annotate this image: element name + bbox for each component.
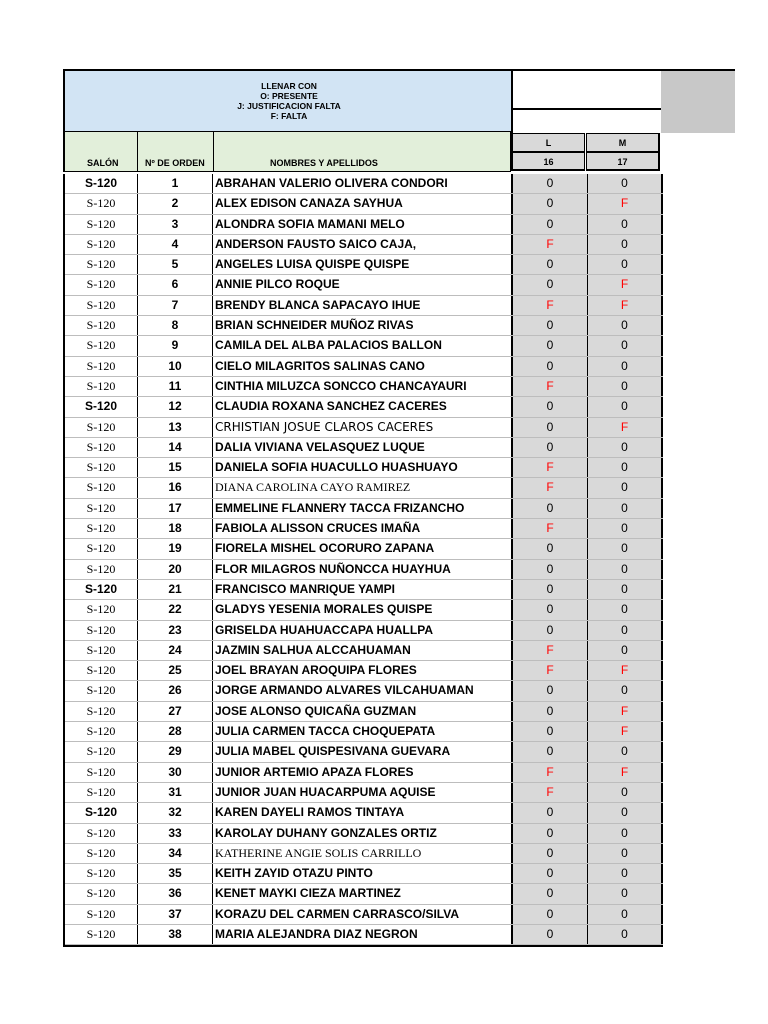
salon-cell: S-120 (65, 296, 138, 315)
order-number-cell: 34 (138, 844, 213, 863)
attendance-cell-m[interactable]: 0 (588, 539, 663, 558)
table-row (65, 174, 663, 194)
salon-cell: S-120 (65, 884, 138, 903)
attendance-cell-l[interactable]: 0 (513, 621, 588, 640)
salon-cell: S-120 (65, 844, 138, 863)
salon-cell: S-120 (65, 580, 138, 599)
attendance-cell-m[interactable]: F (588, 275, 663, 294)
attendance-cell-l[interactable]: F (513, 783, 588, 802)
student-name-cell: JOSE ALONSO QUICAÑA GUZMAN (213, 702, 513, 721)
student-name-cell: CINTHIA MILUZCA SONCCO CHANCAYAURI (213, 377, 513, 396)
table-row (65, 235, 663, 255)
table-row (65, 438, 663, 458)
table-row (65, 255, 663, 275)
attendance-cell-m[interactable]: F (588, 722, 663, 741)
attendance-cell-l[interactable]: 0 (513, 357, 588, 376)
salon-cell: S-120 (65, 215, 138, 234)
salon-cell: S-120 (65, 803, 138, 822)
attendance-cell-l[interactable]: F (513, 641, 588, 660)
table-row (65, 702, 663, 722)
salon-cell: S-120 (65, 377, 138, 396)
order-number-cell: 23 (138, 621, 213, 640)
table-row (65, 478, 663, 498)
legend-line: O: PRESENTE (260, 91, 318, 101)
attendance-cell-l[interactable]: 0 (513, 336, 588, 355)
attendance-cell-m[interactable]: 0 (588, 824, 663, 843)
order-number-cell: 35 (138, 864, 213, 883)
table-row (65, 215, 663, 235)
order-number-cell: 27 (138, 702, 213, 721)
student-name-cell: DALIA VIVIANA VELASQUEZ LUQUE (213, 438, 513, 457)
student-name-cell: CRHISTIAN JOSUE CLAROS CACERES (213, 418, 513, 437)
salon-cell: S-120 (65, 661, 138, 680)
order-number-cell: 18 (138, 519, 213, 538)
salon-cell: S-120 (65, 438, 138, 457)
attendance-cell-l[interactable]: F (513, 478, 588, 497)
order-number-cell: 29 (138, 742, 213, 761)
attendance-cell-m[interactable]: 0 (588, 742, 663, 761)
attendance-cell-l[interactable]: 0 (513, 600, 588, 619)
attendance-cell-l[interactable]: 0 (513, 844, 588, 863)
student-name-cell: KAROLAY DUHANY GONZALES ORTIZ (213, 824, 513, 843)
order-number-cell: 26 (138, 681, 213, 700)
student-name-cell: JULIA CARMEN TACCA CHOQUEPATA (213, 722, 513, 741)
attendance-cell-m[interactable]: 0 (588, 519, 663, 538)
student-name-cell: JUNIOR ARTEMIO APAZA FLORES (213, 763, 513, 782)
order-number-cell: 38 (138, 925, 213, 944)
order-number-cell: 2 (138, 194, 213, 213)
salon-cell: S-120 (65, 742, 138, 761)
salon-cell: S-120 (65, 864, 138, 883)
attendance-cell-m[interactable]: 0 (588, 925, 663, 944)
attendance-cell-l[interactable]: 0 (513, 194, 588, 213)
order-number-cell: 25 (138, 661, 213, 680)
attendance-cell-l[interactable]: F (513, 458, 588, 477)
attendance-cell-l[interactable]: F (513, 519, 588, 538)
attendance-cell-m[interactable]: 0 (588, 397, 663, 416)
attendance-cell-l[interactable]: F (513, 377, 588, 396)
salon-cell: S-120 (65, 316, 138, 335)
student-name-cell: ANDERSON FAUSTO SAICO CAJA, (213, 235, 513, 254)
student-name-cell: FIORELA MISHEL OCORURO ZAPANA (213, 539, 513, 558)
salon-cell: S-120 (65, 235, 138, 254)
order-number-cell: 6 (138, 275, 213, 294)
attendance-cell-l[interactable]: F (513, 763, 588, 782)
student-name-cell: FLOR MILAGROS NUÑONCCA HUAYHUA (213, 560, 513, 579)
student-name-cell: DANIELA SOFIA HUACULLO HUASHUAYO (213, 458, 513, 477)
attendance-cell-l[interactable]: 0 (513, 702, 588, 721)
attendance-cell-l[interactable]: 0 (513, 803, 588, 822)
table-row (65, 458, 663, 478)
table-row (65, 884, 663, 904)
attendance-cell-l[interactable]: 0 (513, 316, 588, 335)
order-number-cell: 4 (138, 235, 213, 254)
order-number-cell: 21 (138, 580, 213, 599)
order-number-cell: 17 (138, 499, 213, 518)
salon-cell: S-120 (65, 194, 138, 213)
order-number-cell: 24 (138, 641, 213, 660)
student-name-cell: GRISELDA HUAHUACCAPA HUALLPA (213, 621, 513, 640)
student-name-cell: FABIOLA ALISSON CRUCES IMAÑA (213, 519, 513, 538)
salon-cell: S-120 (65, 681, 138, 700)
table-row (65, 824, 663, 844)
table-row (65, 357, 663, 377)
order-number-cell: 22 (138, 600, 213, 619)
attendance-cell-l[interactable]: 0 (513, 580, 588, 599)
attendance-cell-m[interactable]: 0 (588, 600, 663, 619)
order-number-cell: 15 (138, 458, 213, 477)
attendance-cell-l[interactable]: 0 (513, 174, 588, 193)
attendance-cell-m[interactable]: F (588, 194, 663, 213)
table-row (65, 641, 663, 661)
attendance-cell-l[interactable]: 0 (513, 864, 588, 883)
table-row (65, 803, 663, 823)
order-number-cell: 33 (138, 824, 213, 843)
attendance-cell-l[interactable]: 0 (513, 275, 588, 294)
col-header-orden: Nº DE ORDEN (145, 158, 205, 168)
column-headers (63, 131, 511, 172)
attendance-cell-m[interactable]: 0 (588, 803, 663, 822)
attendance-cell-m[interactable]: 0 (588, 783, 663, 802)
table-row (65, 905, 663, 925)
student-name-cell: CLAUDIA ROXANA SANCHEZ CACERES (213, 397, 513, 416)
attendance-cell-l[interactable]: 0 (513, 255, 588, 274)
salon-cell: S-120 (65, 275, 138, 294)
table-row (65, 864, 663, 884)
attendance-cell-l[interactable]: 0 (513, 824, 588, 843)
salon-cell: S-120 (65, 174, 138, 193)
attendance-cell-m[interactable]: 0 (588, 499, 663, 518)
table-row (65, 722, 663, 742)
salon-cell: S-120 (65, 357, 138, 376)
student-name-cell: CIELO MILAGRITOS SALINAS CANO (213, 357, 513, 376)
legend-line: F: FALTA (270, 111, 308, 121)
table-row (65, 783, 663, 803)
salon-cell: S-120 (65, 458, 138, 477)
table-row (65, 275, 663, 295)
attendance-cell-l[interactable]: F (513, 235, 588, 254)
sheet-header (63, 69, 735, 131)
attendance-cell-m[interactable]: 0 (588, 844, 663, 863)
attendance-cell-m[interactable]: 0 (588, 438, 663, 457)
attendance-cell-l[interactable]: 0 (513, 560, 588, 579)
order-number-cell: 13 (138, 418, 213, 437)
student-name-cell: GLADYS YESENIA MORALES QUISPE (213, 600, 513, 619)
order-number-cell: 19 (138, 539, 213, 558)
table-row (65, 925, 663, 945)
attendance-cell-m[interactable]: 0 (588, 174, 663, 193)
attendance-cell-m[interactable]: 0 (588, 621, 663, 640)
order-number-cell: 10 (138, 357, 213, 376)
student-name-cell: MARIA ALEJANDRA DIAZ NEGRON (213, 925, 513, 944)
day-number: 17 (586, 152, 660, 171)
attendance-cell-m[interactable]: 0 (588, 884, 663, 903)
attendance-cell-l[interactable]: 0 (513, 925, 588, 944)
salon-cell: S-120 (65, 600, 138, 619)
attendance-cell-m[interactable]: 0 (588, 681, 663, 700)
order-number-cell: 12 (138, 397, 213, 416)
table-row (65, 336, 663, 356)
salon-cell: S-120 (65, 539, 138, 558)
attendance-cell-m[interactable]: 0 (588, 905, 663, 924)
student-name-cell: KATHERINE ANGIE SOLIS CARRILLO (213, 844, 513, 863)
table-row (65, 763, 663, 783)
student-name-cell: ALEX EDISON CANAZA SAYHUA (213, 194, 513, 213)
student-name-cell: JUNIOR JUAN HUACARPUMA AQUISE (213, 783, 513, 802)
order-number-cell: 28 (138, 722, 213, 741)
month-header-box (511, 69, 665, 131)
order-number-cell: 16 (138, 478, 213, 497)
attendance-cell-m[interactable]: F (588, 661, 663, 680)
order-number-cell: 30 (138, 763, 213, 782)
attendance-cell-m[interactable]: 0 (588, 641, 663, 660)
legend-line: LLENAR CON (261, 81, 317, 91)
order-number-cell: 20 (138, 560, 213, 579)
attendance-rows (63, 174, 663, 947)
salon-cell: S-120 (65, 925, 138, 944)
grey-header-cell (661, 69, 735, 133)
day-number: 16 (511, 152, 585, 171)
salon-cell: S-120 (65, 397, 138, 416)
salon-cell: S-120 (65, 621, 138, 640)
attendance-cell-m[interactable]: 0 (588, 357, 663, 376)
table-row (65, 418, 663, 438)
order-number-cell: 1 (138, 174, 213, 193)
attendance-cell-l[interactable]: 0 (513, 722, 588, 741)
attendance-cell-l[interactable]: 0 (513, 884, 588, 903)
attendance-cell-m[interactable]: 0 (588, 560, 663, 579)
student-name-cell: ABRAHAN VALERIO OLIVERA CONDORI (213, 174, 513, 193)
student-name-cell: DIANA CAROLINA CAYO RAMIREZ (213, 478, 513, 497)
legend-box (63, 69, 513, 133)
attendance-cell-l[interactable]: F (513, 296, 588, 315)
student-name-cell: KENET MAYKI CIEZA MARTINEZ (213, 884, 513, 903)
student-name-cell: JULIA MABEL QUISPESIVANA GUEVARA (213, 742, 513, 761)
student-name-cell: KEITH ZAYID OTAZU PINTO (213, 864, 513, 883)
order-number-cell: 32 (138, 803, 213, 822)
student-name-cell: KAREN DAYELI RAMOS TINTAYA (213, 803, 513, 822)
salon-cell: S-120 (65, 783, 138, 802)
table-row (65, 621, 663, 641)
student-name-cell: ANNIE PILCO ROQUE (213, 275, 513, 294)
attendance-cell-l[interactable]: 0 (513, 905, 588, 924)
student-name-cell: JORGE ARMANDO ALVARES VILCAHUAMAN (213, 681, 513, 700)
table-row (65, 539, 663, 559)
order-number-cell: 5 (138, 255, 213, 274)
attendance-cell-m[interactable]: 0 (588, 478, 663, 497)
order-number-cell: 14 (138, 438, 213, 457)
attendance-sheet (63, 69, 735, 947)
student-name-cell: JAZMIN SALHUA ALCCAHUAMAN (213, 641, 513, 660)
attendance-cell-m[interactable]: 0 (588, 458, 663, 477)
col-header-nombres: NOMBRES Y APELLIDOS (270, 158, 378, 168)
attendance-cell-m[interactable]: F (588, 296, 663, 315)
table-row (65, 560, 663, 580)
attendance-cell-m[interactable]: 0 (588, 215, 663, 234)
student-name-cell: EMMELINE FLANNERY TACCA FRIZANCHO (213, 499, 513, 518)
student-name-cell: BRENDY BLANCA SAPACAYO IHUE (213, 296, 513, 315)
attendance-cell-m[interactable]: 0 (588, 377, 663, 396)
salon-cell: S-120 (65, 702, 138, 721)
student-name-cell: ALONDRA SOFIA MAMANI MELO (213, 215, 513, 234)
table-row (65, 681, 663, 701)
student-name-cell: FRANCISCO MANRIQUE YAMPI (213, 580, 513, 599)
order-number-cell: 8 (138, 316, 213, 335)
attendance-cell-m[interactable]: 0 (588, 235, 663, 254)
attendance-cell-l[interactable]: 0 (513, 742, 588, 761)
attendance-cell-m[interactable]: 0 (588, 580, 663, 599)
attendance-cell-m[interactable]: 0 (588, 316, 663, 335)
table-row (65, 316, 663, 336)
table-row (65, 499, 663, 519)
order-number-cell: 36 (138, 884, 213, 903)
attendance-cell-l[interactable]: 0 (513, 397, 588, 416)
day-letter: M (586, 133, 660, 152)
attendance-cell-m[interactable]: F (588, 418, 663, 437)
order-number-cell: 11 (138, 377, 213, 396)
attendance-cell-l[interactable]: F (513, 661, 588, 680)
day-headers (511, 131, 661, 172)
attendance-cell-l[interactable]: 0 (513, 539, 588, 558)
attendance-cell-l[interactable]: 0 (513, 499, 588, 518)
student-name-cell: ANGELES LUISA QUISPE QUISPE (213, 255, 513, 274)
attendance-cell-l[interactable]: 0 (513, 681, 588, 700)
salon-cell: S-120 (65, 499, 138, 518)
table-row (65, 296, 663, 316)
attendance-cell-m[interactable]: 0 (588, 864, 663, 883)
attendance-cell-m[interactable]: F (588, 702, 663, 721)
salon-cell: S-120 (65, 905, 138, 924)
student-name-cell: JOEL BRAYAN AROQUIPA FLORES (213, 661, 513, 680)
legend-line: J: JUSTIFICACION FALTA (237, 101, 341, 111)
student-name-cell: CAMILA DEL ALBA PALACIOS BALLON (213, 336, 513, 355)
attendance-cell-m[interactable]: F (588, 763, 663, 782)
salon-cell: S-120 (65, 722, 138, 741)
salon-cell: S-120 (65, 418, 138, 437)
attendance-cell-m[interactable]: 0 (588, 255, 663, 274)
salon-cell: S-120 (65, 255, 138, 274)
salon-cell: S-120 (65, 824, 138, 843)
table-row (65, 580, 663, 600)
attendance-cell-l[interactable]: 0 (513, 215, 588, 234)
column-header-row (63, 131, 735, 174)
attendance-cell-l[interactable]: 0 (513, 438, 588, 457)
order-number-cell: 31 (138, 783, 213, 802)
order-number-cell: 37 (138, 905, 213, 924)
table-row (65, 397, 663, 417)
table-row (65, 742, 663, 762)
table-row (65, 844, 663, 864)
salon-cell: S-120 (65, 763, 138, 782)
student-name-cell: KORAZU DEL CARMEN CARRASCO/SILVA (213, 905, 513, 924)
col-header-salon: SALÓN (87, 158, 119, 168)
table-row (65, 377, 663, 397)
table-row (65, 519, 663, 539)
table-row (65, 661, 663, 681)
student-name-cell: BRIAN SCHNEIDER MUÑOZ RIVAS (213, 316, 513, 335)
salon-cell: S-120 (65, 478, 138, 497)
salon-cell: S-120 (65, 336, 138, 355)
table-row (65, 600, 663, 620)
order-number-cell: 9 (138, 336, 213, 355)
attendance-cell-m[interactable]: 0 (588, 336, 663, 355)
order-number-cell: 7 (138, 296, 213, 315)
salon-cell: S-120 (65, 560, 138, 579)
day-letter: L (511, 133, 585, 152)
salon-cell: S-120 (65, 519, 138, 538)
salon-cell: S-120 (65, 641, 138, 660)
table-row (65, 194, 663, 214)
attendance-cell-l[interactable]: 0 (513, 418, 588, 437)
order-number-cell: 3 (138, 215, 213, 234)
